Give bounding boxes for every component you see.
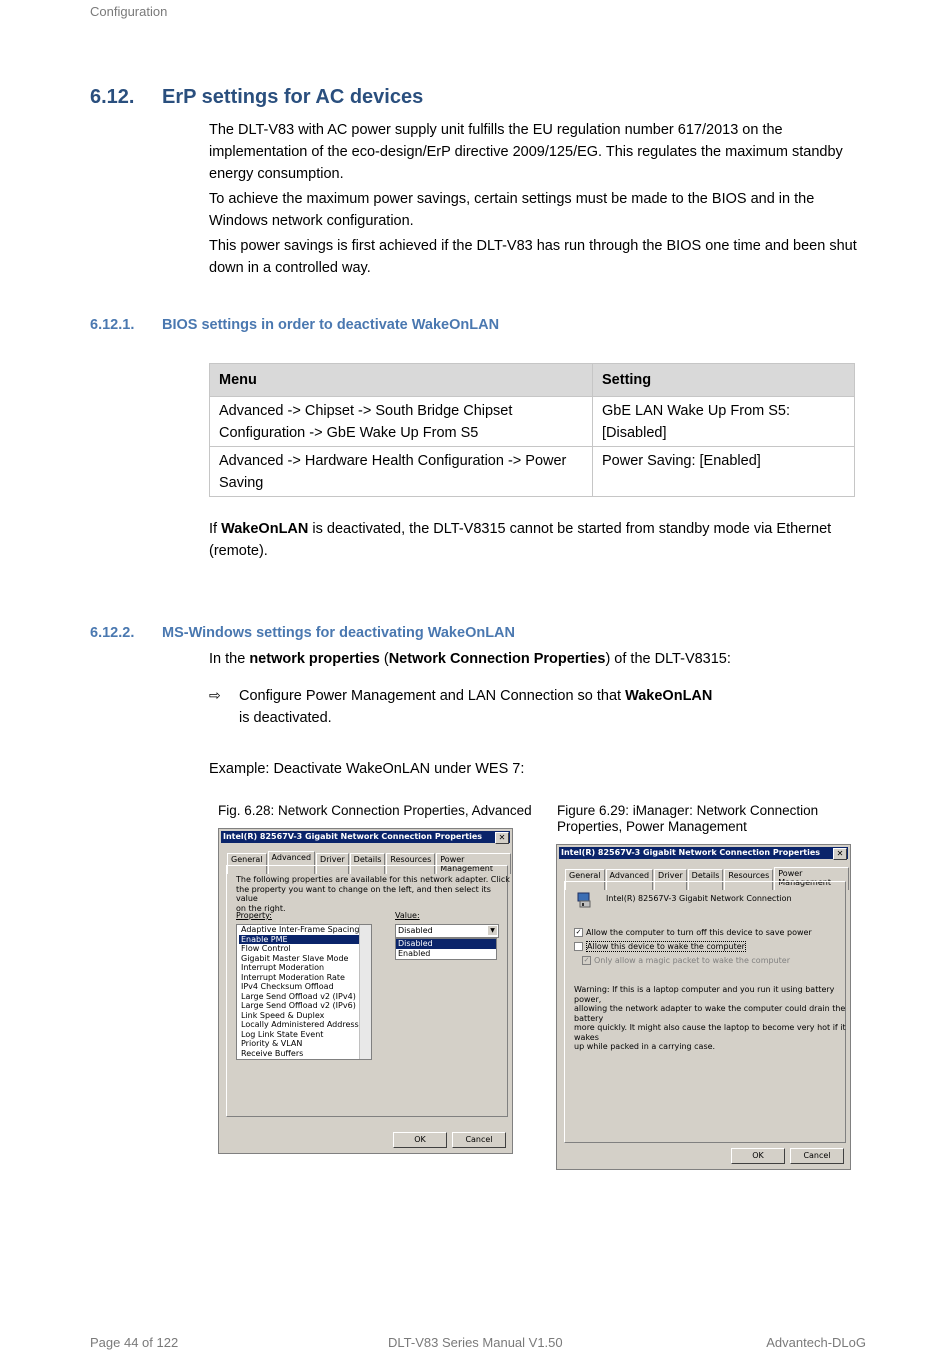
list-item[interactable]: IPv4 Checksum Offload	[241, 982, 334, 991]
checkbox-checked-icon[interactable]: ✓	[575, 928, 582, 936]
list-item[interactable]: Adaptive Inter-Frame Spacing	[241, 925, 360, 934]
property-list[interactable]	[236, 924, 372, 1060]
adapter-name: Intel(R) 82567V-3 Gigabit Network Connection	[606, 894, 792, 903]
list-item[interactable]: Link Speed & Duplex	[241, 1010, 325, 1020]
list-item[interactable]: Flow Control	[241, 944, 291, 953]
allow-turn-off-checkbox[interactable]: ✓ Allow the computer to turn off this device to save power	[575, 928, 812, 937]
dialog-description: The following properties are available for this network adapter. Click the property you want to change on the left, and then select its value on the right.	[236, 875, 510, 913]
advanced-properties-dialog	[218, 828, 513, 1154]
checkbox-unchecked-icon[interactable]	[574, 942, 583, 951]
value-selected: Disabled	[398, 926, 433, 935]
value-dropdown[interactable]	[395, 924, 499, 938]
table-row	[210, 397, 855, 447]
scrollbar[interactable]	[359, 925, 371, 1059]
subsection-2-number: 6.12.2.	[90, 625, 135, 641]
list-item[interactable]: Log Link State Event	[241, 1029, 324, 1039]
tab-general[interactable]: General	[227, 853, 267, 874]
bullet-text: Configure Power Management and LAN Connection so that WakeOnLAN is deactivated.	[239, 688, 713, 726]
wakeonlan-note: If WakeOnLAN is deactivated, the DLT-V8315 cannot be started from standby mode via Ethernet (remote).	[209, 521, 832, 559]
list-item[interactable]: Priority & VLAN	[241, 1039, 303, 1048]
bios-settings-table	[209, 363, 855, 497]
power-management-dialog	[556, 844, 851, 1170]
allow-wake-checkbox[interactable]: Allow this device to wake the computer	[574, 942, 746, 951]
checkbox-disabled-icon: ✓	[583, 956, 590, 964]
chevron-down-icon[interactable]: ▼	[488, 926, 497, 935]
tab-driver[interactable]: Driver	[316, 853, 349, 874]
tab-advanced[interactable]: Advanced	[606, 869, 654, 890]
tab-details[interactable]: Details	[350, 853, 386, 874]
subsection-1-title: BIOS settings in order to deactivate WakeOnLAN	[162, 317, 500, 333]
list-item[interactable]: Large Send Offload v2 (IPv4)	[241, 991, 356, 1001]
table-cell: GbE LAN Wake Up From S5: [Disabled]	[593, 397, 855, 447]
dialog-title: Intel(R) 82567V-3 Gigabit Network Connection Properties	[221, 831, 510, 843]
ok-button[interactable]: OK	[393, 1132, 447, 1148]
table-row	[210, 447, 855, 497]
ok-button[interactable]: OK	[731, 1148, 785, 1164]
subsection-1-number: 6.12.1.	[90, 317, 135, 333]
subsection-2-title: MS-Windows settings for deactivating WakeOnLAN	[162, 625, 515, 641]
close-icon[interactable]: ✕	[495, 832, 509, 844]
battery-warning: Warning: If this is a laptop computer and you run it using battery power, allowing the network adapter to wake the computer could drain the battery more quickly. It might also cause the laptop to become very hot if it wakes up while packed in a carrying case.	[574, 985, 846, 1051]
table-cell: Advanced -> Chipset -> South Bridge Chipset Configuration -> GbE Wake Up From S5	[210, 397, 593, 447]
close-icon[interactable]: ✕	[833, 848, 847, 860]
example-text: Example: Deactivate WakeOnLAN under WES 7:	[209, 761, 525, 777]
paragraph-1: The DLT-V83 with AC power supply unit fulfills the EU regulation number 617/2013 on the implementation of the eco-design/ErP directive 2009/125/EG. This regulates the maximum standby energy consumption.	[209, 122, 843, 182]
table-header-menu: Menu	[210, 364, 593, 397]
tab-power-management[interactable]: Power Management	[436, 853, 511, 874]
figure-caption-2: Figure 6.29: iManager: Network Connection Properties, Power Management	[557, 803, 819, 834]
cancel-button[interactable]: Cancel	[452, 1132, 506, 1148]
arrow-bullet-icon: ⇨	[209, 687, 221, 703]
figure-caption-1: Fig. 6.28: Network Connection Properties, Advanced	[218, 803, 532, 818]
list-item[interactable]: Receive Buffers	[241, 1048, 304, 1058]
tab-general[interactable]: General	[565, 869, 605, 890]
paragraph-3: This power savings is first achieved if the DLT-V83 has run through the BIOS one time and been shut down in a controlled way.	[209, 238, 857, 276]
footer-page-number: Page 44 of 122	[90, 1335, 179, 1350]
table-header-setting: Setting	[593, 364, 855, 397]
tab-driver[interactable]: Driver	[654, 869, 687, 890]
section-number: 6.12.	[90, 86, 135, 108]
cancel-button[interactable]: Cancel	[790, 1148, 844, 1164]
table-header-row	[210, 364, 855, 397]
tab-resources[interactable]: Resources	[386, 853, 435, 874]
intro-text: In the network properties (Network Connection Properties) of the DLT-V8315:	[209, 651, 731, 667]
tab-details[interactable]: Details	[688, 869, 724, 890]
list-item[interactable]: Interrupt Moderation Rate	[241, 972, 345, 982]
table-cell: Advanced -> Hardware Health Configuration -> Power Saving	[210, 447, 593, 497]
running-header: Configuration	[90, 4, 168, 19]
paragraph-2: To achieve the maximum power savings, certain settings must be made to the BIOS and in the Windows network configuration.	[209, 191, 815, 229]
list-item[interactable]: Locally Administered Address	[241, 1020, 359, 1029]
section-title: ErP settings for AC devices	[162, 86, 424, 108]
list-item[interactable]: Enabled	[398, 948, 431, 958]
list-item[interactable]: Enable PME	[239, 935, 371, 945]
property-label: Property:	[236, 911, 272, 920]
footer-company: Advantech-DLoG	[766, 1335, 866, 1350]
list-item[interactable]: Interrupt Moderation	[241, 963, 325, 972]
tab-resources[interactable]: Resources	[724, 869, 773, 890]
value-label: Value:	[395, 911, 420, 920]
list-item[interactable]: Gigabit Master Slave Mode	[241, 953, 349, 963]
value-options[interactable]	[395, 938, 497, 960]
footer-document-title: DLT-V83 Series Manual V1.50	[388, 1335, 563, 1350]
dialog-title: Intel(R) 82567V-3 Gigabit Network Connection Properties	[559, 847, 848, 859]
table-cell: Power Saving: [Enabled]	[593, 447, 855, 497]
list-item[interactable]: Disabled	[396, 939, 496, 949]
tab-power-management[interactable]: Power Management	[774, 867, 849, 890]
network-adapter-icon	[577, 891, 593, 909]
list-item[interactable]: Large Send Offload v2 (IPv6)	[241, 1001, 356, 1010]
tab-advanced[interactable]: Advanced	[268, 851, 316, 874]
magic-packet-checkbox[interactable]: ✓ Only allow a magic packet to wake the computer	[583, 956, 790, 965]
